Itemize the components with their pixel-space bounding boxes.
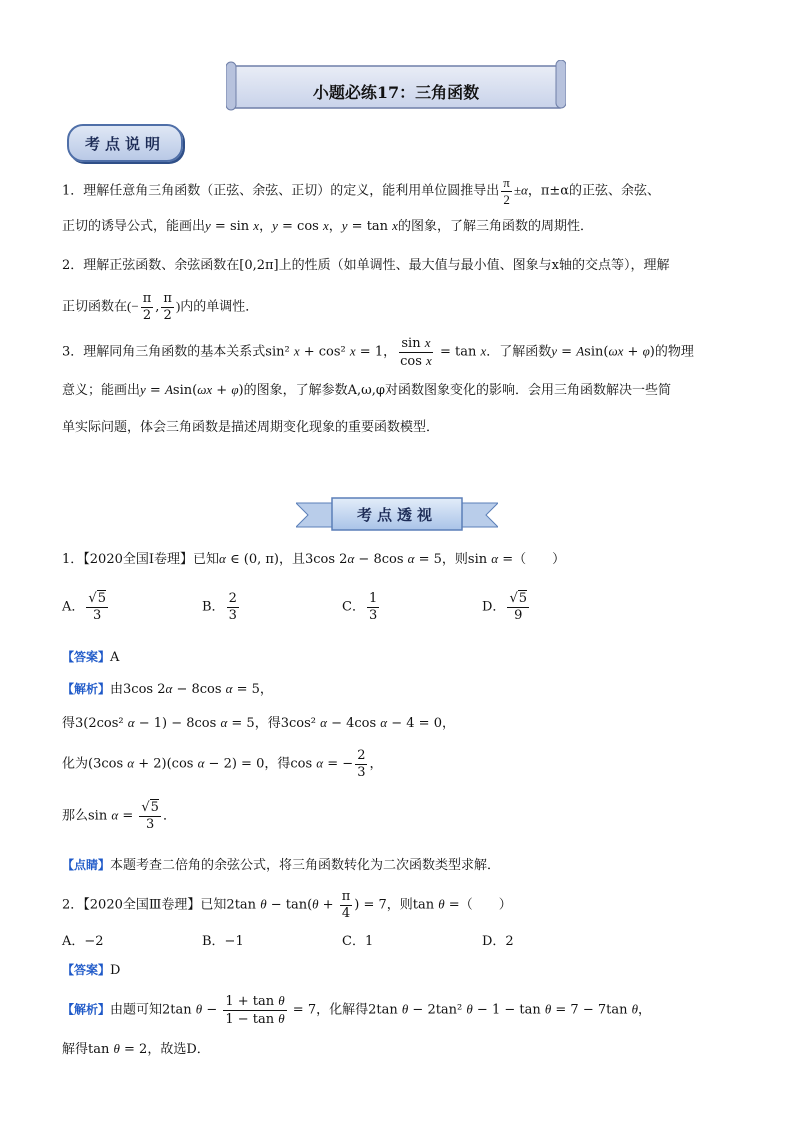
q2-analysis-line2: 解得tan θ = 2，故选D． bbox=[62, 1041, 210, 1057]
para1-line2: 正切的诱导公式，能画出y = sin x，y = cos x，y = tan x的图象，了解三角函数的周期性． bbox=[62, 218, 593, 234]
q2-answer: 【答案】D bbox=[62, 963, 121, 978]
q2-analysis-line1: 【解析】由题可知2tan θ − $\frac{\text{1 + tan θ}}{\text{1 − tan θ}}$ = 7，化解得2tan θ − 2tan² θ − 1 − tan θ = 7 − 7tan θ， bbox=[62, 993, 652, 1027]
q2-option-c: C．1 bbox=[342, 934, 374, 949]
q1-analysis-line2: 得3(2cos² α − 1) − 8cos α = 5，得3cos² α − 4cos α − 4 = 0， bbox=[62, 715, 455, 731]
q2-option-b: B．−1 bbox=[202, 934, 244, 949]
page-title: 小题必练17：三角函数 bbox=[312, 83, 480, 102]
para2-line1: 2．理解正弦函数、余弦函数在[0,2π]上的性质（如单调性、最大值与最小值、图象与x轴的交点等），理解 bbox=[62, 258, 670, 273]
para3-line2: 意义；能画出y = Asin(ωx + φ)的图象，了解参数A,ω,φ对函数图象变化的影响．会用三角函数解决一些简 bbox=[62, 382, 671, 398]
section-badge-label: 考点透视 bbox=[356, 506, 437, 524]
q1-comment: 【点睛】本题考查二倍角的余弦公式，将三角函数转化为二次函数类型求解． bbox=[62, 858, 501, 873]
q2-stem: 2．【2020全国Ⅲ卷理】已知2tan θ − tan(θ + $\frac{\pi}{4}$ ) = 7，则tan θ =（ ） bbox=[62, 889, 512, 921]
q1-analysis-line1: 【解析】由3cos 2α − 8cos α = 5， bbox=[62, 681, 273, 697]
q1-answer: 【答案】A bbox=[62, 650, 120, 665]
q1-option-a: A． $\frac{√5}{3}$ bbox=[62, 591, 106, 623]
q1-stem: 1．【2020全国Ⅰ卷理】已知α ∈ (0, π)，且3cos 2α − 8cos α = 5，则sin α =（ ） bbox=[62, 551, 566, 567]
q1-option-c: C． $\frac{1}{3}$ bbox=[342, 591, 378, 623]
q2-option-d: D．2 bbox=[482, 934, 514, 949]
q1-analysis-line4: 那么sin α = $\frac{√5}{3}$ ． bbox=[62, 800, 176, 832]
q1-analysis-line3: 化为(3cos α + 2)(cos α − 2) = 0，得cos α = − $\frac{2}{3}$ ， bbox=[62, 748, 383, 780]
para3-line3: 单实际问题，体会三角函数是描述周期变化现象的重要函数模型． bbox=[62, 420, 440, 435]
q1-option-d: D． $\frac{√5}{9}$ bbox=[482, 591, 528, 623]
pi-over-2-fraction: $\frac{\pi}{2}$ bbox=[503, 175, 510, 207]
para2-line2: 正切函数在(− $\frac{\pi}{2}$ , $\frac{\pi}{2}$ )内的单调性． bbox=[62, 291, 259, 323]
para1-line1: 1．理解任意角三角函数（正弦、余弦、正切）的定义，能利用单位圆推导出 $\frac{\pi}{2}$ ±α，π±α的正弦、余弦、 bbox=[62, 175, 661, 207]
section-badge-key-points: 考点说明 bbox=[67, 124, 183, 162]
q2-option-a: A．−2 bbox=[62, 934, 104, 949]
para3-line1: 3．理解同角三角函数的基本关系式sin² x + cos² x = 1， $\frac{\text{sin x}}{\text{cos x}}$ = tan x．了解函数y = Asin(ωx + φ)的物理 bbox=[62, 335, 694, 369]
q1-option-b: B． $\frac{2}{3}$ bbox=[202, 591, 237, 623]
